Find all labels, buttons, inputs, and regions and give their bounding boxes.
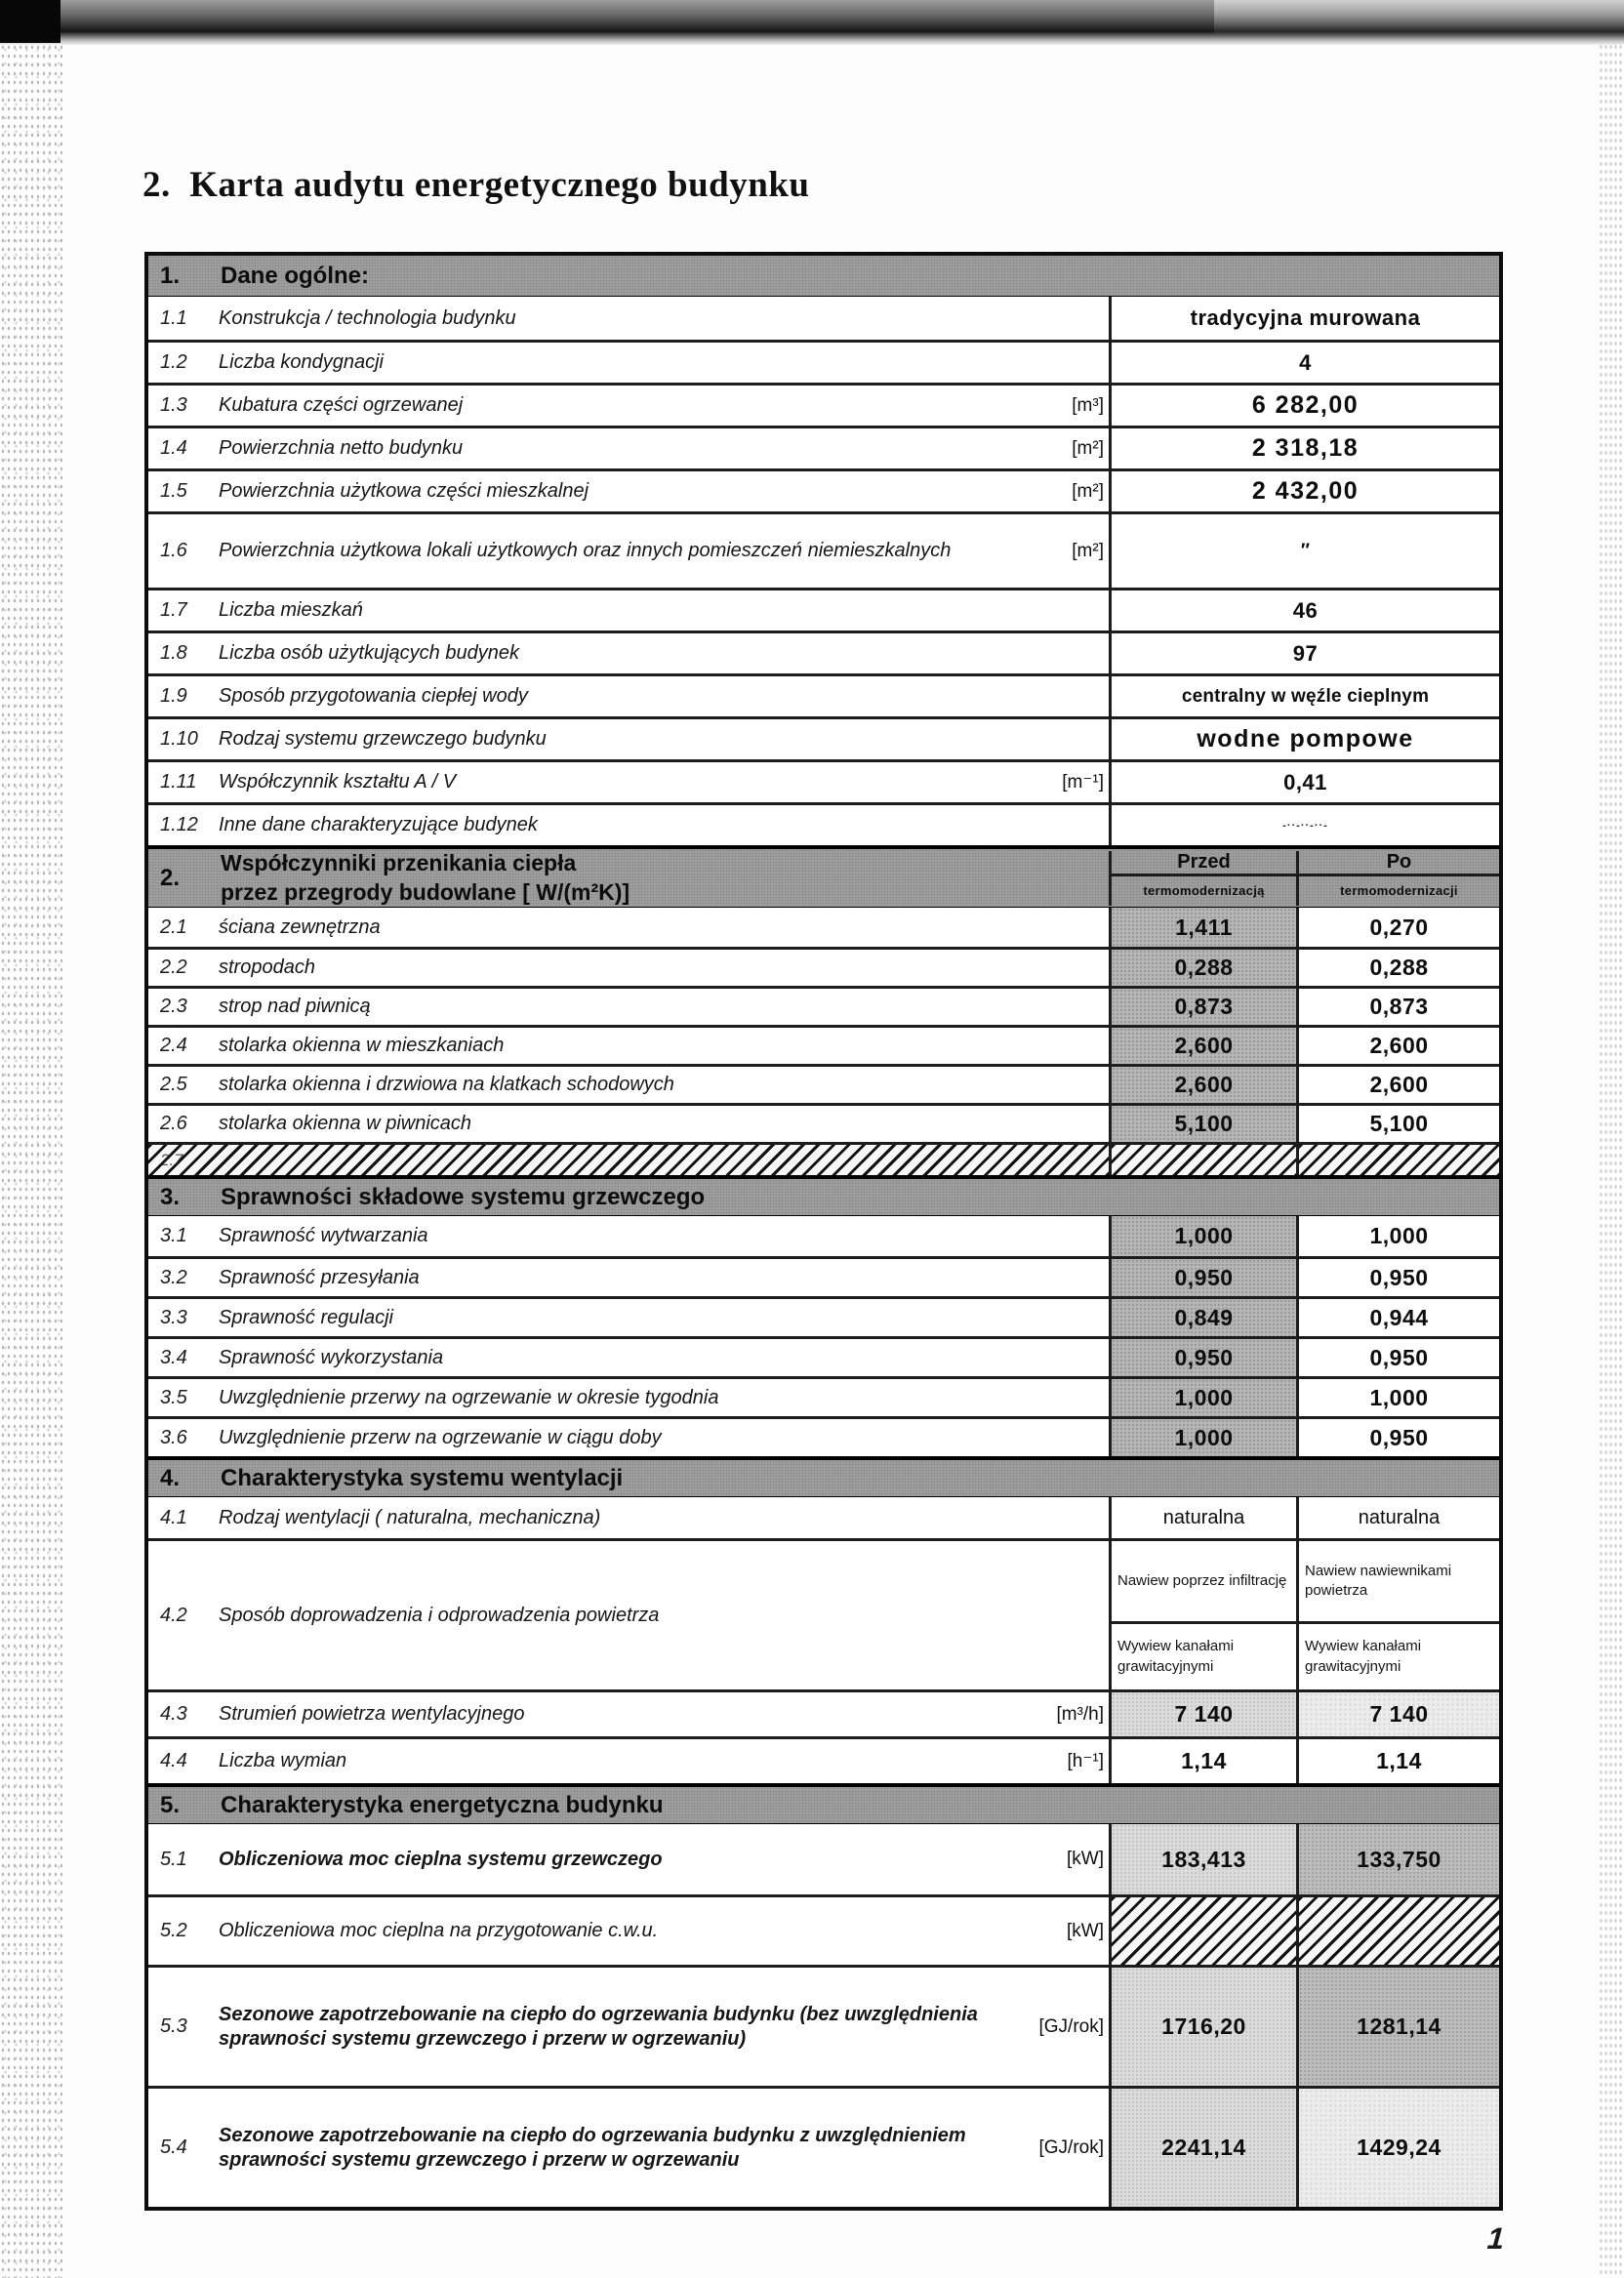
row-number: 2.5 — [160, 1074, 187, 1095]
row-label-cell — [148, 908, 1109, 947]
value-before: 1,000 — [1112, 1216, 1296, 1256]
row-2-7-crossed-out — [148, 1142, 1499, 1175]
column-header-before — [1112, 851, 1296, 906]
row-value-cell — [1109, 428, 1499, 468]
value-after: 1,000 — [1296, 1216, 1499, 1256]
value-before: 1,411 — [1112, 908, 1296, 947]
column-header-after — [1296, 851, 1499, 906]
row-label: stolarka okienna i drzwiowa na klatkach schodowych — [219, 1074, 674, 1095]
row-label-cell — [148, 1968, 1109, 2086]
row-value-cell — [1109, 1692, 1499, 1736]
row-value-cell — [1109, 1145, 1499, 1175]
row-label: Powierzchnia użytkowa części mieszkalnej — [219, 480, 589, 502]
column-header-after-top: Po — [1299, 851, 1499, 876]
value-before: 1,000 — [1112, 1419, 1296, 1456]
row-value-cell — [1109, 989, 1499, 1025]
row-1-6 — [148, 511, 1499, 588]
row-label: Uwzględnienie przerw na ogrzewanie w ciągu doby — [219, 1426, 662, 1448]
row-label: Kubatura części ogrzewanej — [219, 394, 464, 416]
row-1-11 — [148, 759, 1499, 802]
row-1-12 — [148, 802, 1499, 845]
row-value: 6 282,00 — [1251, 391, 1360, 419]
row-label-cell — [148, 950, 1109, 986]
scan-artifact-top-band — [0, 0, 1624, 45]
row-4-1 — [148, 1497, 1499, 1538]
section-number: 1. — [160, 262, 181, 289]
value-after: 7 140 — [1296, 1692, 1499, 1736]
row-value-cell — [1109, 1216, 1499, 1256]
value-after: 0,944 — [1296, 1299, 1499, 1336]
value-before: 0,873 — [1112, 989, 1296, 1025]
row-label: Sprawność regulacji — [219, 1306, 393, 1328]
row-1-9 — [148, 673, 1499, 716]
value-before: 2,600 — [1112, 1067, 1296, 1103]
row-1-3 — [148, 383, 1499, 426]
row-label: Powierzchnia użytkowa lokali użytkowych oraz innych pomieszczeń niemieszkalnych — [219, 540, 952, 561]
row-number: 3.6 — [160, 1426, 187, 1448]
row-value-cell — [1109, 471, 1499, 511]
row-4-2 — [148, 1538, 1499, 1689]
row-number: 4.2 — [160, 1604, 187, 1626]
row-number: 1.1 — [160, 306, 187, 329]
value-before: 5,100 — [1112, 1106, 1296, 1142]
value-before: 0,849 — [1112, 1299, 1296, 1336]
row-2-2 — [148, 947, 1499, 986]
row-unit: [m²] — [1072, 540, 1104, 561]
row-label: stolarka okienna w mieszkaniach — [219, 1035, 505, 1056]
row-label-cell — [148, 633, 1109, 673]
row-value-cell — [1109, 1497, 1499, 1538]
row-label-cell — [148, 1379, 1109, 1416]
hatched-cell — [1296, 1897, 1499, 1965]
page-title: 2. Karta audytu energetycznego budynku — [142, 165, 810, 205]
value-after: 0,950 — [1296, 1419, 1499, 1456]
value-before: 183,413 — [1112, 1824, 1296, 1894]
row-unit: [GJ/rok] — [1038, 2136, 1104, 2158]
vent-after-column — [1296, 1541, 1499, 1689]
column-headers — [1109, 851, 1499, 906]
row-2-4 — [148, 1025, 1499, 1064]
row-label: Rodzaj wentylacji ( naturalna, mechaniczna) — [219, 1506, 601, 1528]
section-1-header — [148, 256, 1499, 297]
section-number: 4. — [160, 1464, 181, 1491]
section-4-header — [148, 1456, 1499, 1497]
row-value-cell — [1109, 1419, 1499, 1456]
row-value: centralny w węźle cieplnym — [1181, 685, 1430, 707]
row-label-cell — [148, 1299, 1109, 1336]
scan-artifact-right-noise — [1599, 43, 1624, 2278]
value-after: 2,600 — [1296, 1067, 1499, 1103]
row-1-10 — [148, 716, 1499, 759]
row-label: Liczba osób użytkujących budynek — [219, 642, 519, 664]
value-before: 1716,20 — [1112, 1968, 1296, 2086]
row-unit: [kW] — [1067, 1849, 1104, 1869]
row-label-cell — [148, 2089, 1109, 2207]
vent-supply-after: Nawiew nawiewnikami powietrza — [1299, 1541, 1499, 1624]
row-2-5 — [148, 1064, 1499, 1103]
row-number: 1.8 — [160, 642, 187, 664]
value-after: 0,950 — [1296, 1259, 1499, 1296]
energy-audit-table — [144, 252, 1503, 2211]
row-label-cell — [148, 590, 1109, 631]
row-3-1 — [148, 1216, 1499, 1256]
row-value: 97 — [1292, 640, 1319, 666]
row-value-cell — [1109, 676, 1499, 716]
row-value: 4 — [1299, 349, 1312, 375]
column-header-after-bottom: termomodernizacji — [1340, 883, 1458, 898]
row-label-cell — [148, 471, 1109, 511]
row-unit: [m²] — [1072, 480, 1104, 502]
value-before: 1,14 — [1181, 1748, 1227, 1773]
row-value-cell — [1109, 1379, 1499, 1416]
row-value-cell — [1109, 1106, 1499, 1142]
row-3-2 — [148, 1256, 1499, 1296]
row-number: 2.2 — [160, 956, 187, 978]
row-label-cell — [148, 428, 1109, 468]
section-2-title-cell — [148, 846, 1109, 911]
row-3-4 — [148, 1336, 1499, 1376]
row-2-3 — [148, 986, 1499, 1025]
row-value: tradycyjna murowana — [1190, 305, 1421, 330]
row-value-cell — [1109, 2089, 1499, 2207]
row-value-cell — [1109, 1824, 1499, 1894]
row-number: 2.1 — [160, 915, 187, 938]
section-title-line2: przez przegrody budowlane [ W/(m²K)] — [221, 878, 630, 905]
row-label-cell — [148, 1216, 1109, 1256]
value-after: 133,750 — [1296, 1824, 1499, 1894]
vent-supply-before: Nawiew poprzez infiltrację — [1112, 1541, 1296, 1624]
row-number: 5.1 — [160, 1848, 187, 1870]
row-1-2 — [148, 340, 1499, 383]
row-number: 5.3 — [160, 2015, 187, 2037]
row-2-6 — [148, 1103, 1499, 1142]
row-number: 2.6 — [160, 1113, 187, 1134]
value-after: 0,873 — [1296, 989, 1499, 1025]
vent-before-column — [1112, 1541, 1296, 1689]
row-number: 1.6 — [160, 540, 187, 561]
row-value-cell — [1109, 1897, 1499, 1965]
value-after: 1,000 — [1296, 1379, 1499, 1416]
hatched-cell — [1112, 1145, 1296, 1175]
row-2-1 — [148, 908, 1499, 947]
section-title: Sprawności składowe systemu grzewczego — [221, 1183, 706, 1210]
value-before: 0,288 — [1112, 950, 1296, 986]
row-number: 1.12 — [160, 814, 198, 835]
row-number: 1.7 — [160, 599, 187, 621]
row-label: ściana zewnętrzna — [219, 915, 381, 938]
value-after: 0,288 — [1296, 950, 1499, 986]
row-value-cell — [1109, 514, 1499, 588]
row-value-cell — [1109, 590, 1499, 631]
row-unit: [m⁻¹] — [1062, 772, 1104, 793]
value-before: 0,950 — [1112, 1339, 1296, 1376]
row-value-cell — [1109, 1299, 1499, 1336]
page-number: 1 — [1485, 2221, 1506, 2256]
row-label-cell — [148, 1106, 1109, 1142]
section-number: 5. — [160, 1791, 181, 1818]
row-number: 2.4 — [160, 1035, 187, 1056]
value-before: 0,950 — [1112, 1259, 1296, 1296]
hatched-cell — [1112, 1897, 1296, 1965]
row-value-cell — [1109, 1541, 1499, 1689]
value-before: 1,000 — [1112, 1379, 1296, 1416]
row-unit: [m³] — [1072, 394, 1104, 416]
row-value-cell — [1109, 1259, 1499, 1296]
row-label: stolarka okienna w piwnicach — [219, 1113, 472, 1134]
row-value: 2 318,18 — [1251, 434, 1360, 462]
row-label-cell — [148, 514, 1109, 588]
row-value-cell — [1109, 633, 1499, 673]
row-unit: [m²] — [1072, 437, 1104, 459]
row-label: Sezonowe zapotrzebowanie na ciepło do ogrzewania budynku (bez uwzględnienia sprawności systemu grzewczego i przerw w ogrzewaniu) — [219, 2003, 978, 2050]
scan-artifact-left-noise — [0, 43, 62, 2278]
row-number: 3.2 — [160, 1266, 187, 1288]
row-value-cell — [1109, 1968, 1499, 2086]
row-unit: [kW] — [1067, 1920, 1104, 1941]
row-label: Obliczeniowa moc cieplna na przygotowanie c.w.u. — [219, 1920, 659, 1941]
row-number: 1.11 — [160, 771, 197, 793]
row-label-cell — [148, 1897, 1109, 1965]
row-label-cell — [148, 1339, 1109, 1376]
row-label: Współczynnik kształtu A / V — [219, 771, 457, 793]
row-value-cell — [1109, 719, 1499, 759]
row-number: 3.1 — [160, 1225, 187, 1246]
row-label-cell — [148, 1541, 1109, 1689]
row-1-7 — [148, 588, 1499, 631]
row-3-6 — [148, 1416, 1499, 1456]
row-label-cell — [148, 1419, 1109, 1456]
row-number: 1.2 — [160, 351, 187, 373]
row-value: wodne pompowe — [1197, 725, 1414, 753]
value-after: 1,14 — [1296, 1739, 1499, 1783]
row-4-3 — [148, 1689, 1499, 1736]
row-value: 0,41 — [1283, 769, 1327, 794]
row-number: 4.3 — [160, 1703, 187, 1725]
row-label: Sezonowe zapotrzebowanie na ciepło do ogrzewania budynku z uwzględnieniem sprawności systemu grzewczego i przerw w ogrzewaniu — [219, 2124, 966, 2171]
row-label: Sposób doprowadzenia i odprowadzenia powietrza — [219, 1604, 660, 1626]
section-title: Dane ogólne: — [221, 262, 370, 289]
row-label: Sprawność wykorzystania — [219, 1346, 444, 1368]
row-1-8 — [148, 631, 1499, 673]
value-before: 2,600 — [1112, 1028, 1296, 1064]
row-value-cell — [1109, 1339, 1499, 1376]
row-value-cell — [1109, 297, 1499, 340]
scan-artifact-corner — [0, 0, 61, 43]
section-title: Charakterystyka systemu wentylacji — [221, 1464, 624, 1491]
row-label: Uwzględnienie przerwy na ogrzewanie w okresie tygodnia — [219, 1386, 719, 1408]
row-value-cell — [1109, 805, 1499, 845]
row-label: Inne dane charakteryzujące budynek — [219, 814, 538, 835]
row-3-5 — [148, 1376, 1499, 1416]
value-before: 2241,14 — [1112, 2089, 1296, 2207]
row-number: 4.4 — [160, 1750, 187, 1771]
section-title-line1: Współczynniki przenikania ciepła — [221, 849, 577, 875]
row-label-cell — [148, 1739, 1109, 1783]
row-number: 3.4 — [160, 1346, 187, 1368]
row-label: Obliczeniowa moc cieplna systemu grzewczego — [219, 1848, 663, 1870]
row-label-cell — [148, 297, 1109, 340]
vent-exhaust-after: Wywiew kanałami grawitacyjnymi — [1305, 1638, 1422, 1675]
row-label-cell — [148, 343, 1109, 383]
row-value-cell — [1109, 762, 1499, 802]
value-after: 0,270 — [1296, 908, 1499, 947]
section-title — [221, 849, 629, 908]
row-value: ″ — [1300, 540, 1311, 561]
row-label: stropodach — [219, 956, 315, 978]
row-label-cell — [148, 1824, 1109, 1894]
value-after: 5,100 — [1296, 1106, 1499, 1142]
section-3-header — [148, 1175, 1499, 1216]
row-unit: [GJ/rok] — [1038, 2015, 1104, 2037]
row-1-4 — [148, 426, 1499, 468]
row-label-cell — [148, 1497, 1109, 1538]
row-value: 46 — [1292, 597, 1319, 623]
row-label: Sposób przygotowania ciepłej wody — [219, 685, 528, 707]
row-label-cell — [148, 719, 1109, 759]
section-2-header — [148, 845, 1499, 908]
row-number: 1.10 — [160, 728, 198, 750]
section-5-header — [148, 1783, 1499, 1824]
row-label-cell — [148, 762, 1109, 802]
row-3-3 — [148, 1296, 1499, 1336]
row-5-3 — [148, 1965, 1499, 2086]
value-after: 1429,24 — [1296, 2089, 1499, 2207]
row-value-cell — [1109, 908, 1499, 947]
row-label-cell — [148, 1028, 1109, 1064]
row-value-cell — [1109, 1067, 1499, 1103]
row-unit: [h⁻¹] — [1067, 1751, 1104, 1771]
row-label-cell — [148, 1259, 1109, 1296]
row-label-cell — [148, 386, 1109, 426]
row-5-4 — [148, 2086, 1499, 2207]
row-number: 1.3 — [160, 394, 187, 416]
row-5-2 — [148, 1894, 1499, 1965]
row-number: 1.5 — [160, 480, 187, 502]
row-value: 2 432,00 — [1251, 477, 1360, 505]
row-number: 4.1 — [160, 1506, 187, 1528]
row-number: 5.4 — [160, 2136, 187, 2158]
section-number: 2. — [160, 864, 181, 891]
row-label-cell — [148, 1692, 1109, 1736]
row-label-cell — [148, 1067, 1109, 1103]
row-4-4 — [148, 1736, 1499, 1783]
row-value-cell — [1109, 386, 1499, 426]
row-label: Konstrukcja / technologia budynku — [219, 306, 516, 329]
vent-exhaust-before: Wywiew kanałami grawitacyjnymi — [1117, 1638, 1235, 1675]
row-value-cell — [1109, 950, 1499, 986]
row-label: Liczba wymian — [219, 1750, 347, 1771]
row-number: 5.2 — [160, 1920, 187, 1941]
row-1-1 — [148, 297, 1499, 340]
column-header-before-top: Przed — [1112, 851, 1296, 876]
row-label: Powierzchnia netto budynku — [219, 437, 464, 459]
row-value-cell — [1109, 1028, 1499, 1064]
section-number: 3. — [160, 1183, 181, 1210]
value-before: naturalna — [1162, 1506, 1245, 1528]
row-label-cell — [148, 676, 1109, 716]
row-value-cell — [1109, 1739, 1499, 1783]
section-title: Charakterystyka energetyczna budynku — [221, 1791, 664, 1818]
row-label: Strumień powietrza wentylacyjnego — [219, 1703, 525, 1725]
row-number: 1.4 — [160, 437, 187, 459]
row-label: Liczba mieszkań — [219, 599, 363, 621]
row-number: 1.9 — [160, 685, 187, 707]
value-after: naturalna — [1296, 1497, 1499, 1538]
row-1-5 — [148, 468, 1499, 511]
value-after: 2,600 — [1296, 1028, 1499, 1064]
row-label-cell — [148, 805, 1109, 845]
hatched-cell — [148, 1145, 1109, 1175]
row-number: 3.5 — [160, 1386, 187, 1408]
hatched-cell — [1296, 1145, 1499, 1175]
value-after: 0,950 — [1296, 1339, 1499, 1376]
row-number: 2.7 — [160, 1150, 183, 1169]
row-label: Sprawność wytwarzania — [219, 1225, 428, 1246]
row-label-cell — [148, 989, 1109, 1025]
row-label: Liczba kondygnacji — [219, 351, 384, 373]
row-label: strop nad piwnicą — [219, 996, 371, 1017]
column-header-before-bottom: termomodernizacją — [1143, 883, 1265, 898]
row-unit: [m³/h] — [1056, 1703, 1104, 1725]
row-label: Rodzaj systemu grzewczego budynku — [219, 728, 547, 750]
row-number: 3.3 — [160, 1306, 187, 1328]
value-after: 1281,14 — [1296, 1968, 1499, 2086]
row-value: -··-··-··- — [1282, 819, 1328, 832]
value-before: 7 140 — [1112, 1692, 1296, 1736]
row-value-cell — [1109, 343, 1499, 383]
row-number: 2.3 — [160, 996, 187, 1017]
row-label: Sprawność przesyłania — [219, 1266, 420, 1288]
row-5-1 — [148, 1824, 1499, 1894]
